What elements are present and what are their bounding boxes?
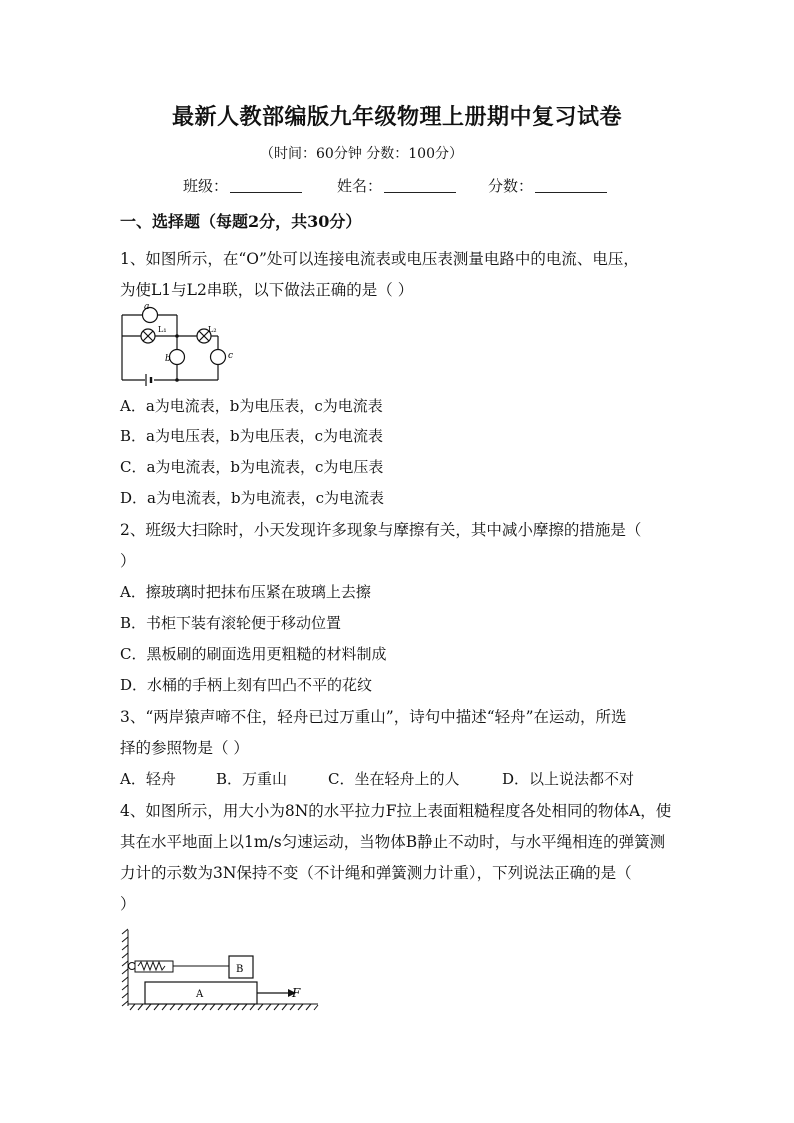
q3-option-a: A．轻舟 — [120, 770, 176, 788]
q1-option-d: D．a为电流表，b为电流表，c为电流表 — [120, 489, 384, 507]
score-label: 分数： — [488, 177, 534, 195]
class-field — [183, 175, 302, 196]
class-blank — [230, 178, 302, 193]
q1-option-b: B．a为电压表，b为电压表，c为电流表 — [120, 427, 383, 445]
question-1-line-1: 1、如图所示，在“O”处可以连接电流表或电压表测量电路中的电流、电压， — [120, 250, 639, 268]
name-field — [337, 175, 456, 196]
lamp-l1-symbol — [141, 329, 155, 343]
question-3-line-2: 择的参照物是（ ） — [120, 739, 249, 757]
wall-hatch — [122, 929, 128, 1006]
question-4-line-4: ） — [120, 895, 136, 913]
label-l2: L₂ — [208, 325, 217, 334]
spring-scale-symbol — [129, 961, 179, 972]
question-4-line-1: 4、如图所示，用大小为8N的水平拉力F拉上表面粗糙程度各处相同的物体A，使 — [120, 802, 672, 820]
ground-hatch — [128, 1004, 318, 1010]
section-heading: 一、选择题（每题2分，共30分） — [120, 212, 362, 231]
q1-option-a: A．a为电流表，b为电压表，c为电流表 — [120, 397, 383, 415]
q3-option-d: D．以上说法都不对 — [502, 770, 635, 788]
score-field — [488, 175, 607, 196]
q3-option-c: C．坐在轻舟上的人 — [328, 770, 460, 788]
q2-option-a: A．擦玻璃时把抹布压紧在玻璃上去擦 — [120, 583, 371, 601]
q3-option-b: B．万重山 — [216, 770, 288, 788]
score-blank — [535, 178, 607, 193]
label-c: c — [228, 351, 234, 361]
label-l1: L₁ — [158, 325, 167, 334]
label-b: b — [165, 354, 171, 364]
question-1-line-2: 为使L1与L2串联，以下做法正确的是（ ） — [120, 281, 414, 299]
label-force-f: F — [292, 986, 301, 1000]
name-label: 姓名： — [337, 177, 383, 195]
friction-diagram — [118, 926, 323, 1016]
meter-c-symbol — [211, 350, 226, 365]
question-3-line-1: 3、“两岸猿声啼不住，轻舟已过万重山”，诗句中描述“轻舟”在运动，所选 — [120, 708, 627, 726]
question-2-line-1: 2、班级大扫除时，小天发现许多现象与摩擦有关，其中减小摩擦的措施是（ — [120, 521, 642, 539]
q1-option-c: C．a为电流表，b为电流表，c为电压表 — [120, 458, 384, 476]
label-block-a: A — [196, 989, 204, 1000]
class-label: 班级： — [183, 177, 229, 195]
exam-time-score: （时间：60分钟 分数：100分） — [260, 146, 463, 162]
page-title: 最新人教部编版九年级物理上册期中复习试卷 — [171, 104, 622, 130]
label-block-b: B — [236, 964, 244, 975]
q2-option-b: B．书柜下装有滚轮便于移动位置 — [120, 614, 342, 632]
meter-b-symbol — [170, 350, 185, 365]
circuit-diagram — [118, 302, 238, 386]
question-4-line-2: 其在水平地面上以1m/s匀速运动，当物体B静止不动时，与水平绳相连的弹簧测 — [120, 833, 666, 851]
q2-option-c: C．黑板刷的刷面选用更粗糙的材料制成 — [120, 645, 387, 663]
question-4-line-3: 力计的示数为3N保持不变（不计绳和弹簧测力计重），下列说法正确的是（ — [120, 864, 632, 882]
battery-symbol — [146, 374, 151, 386]
name-blank — [384, 178, 456, 193]
q2-option-d: D．水桶的手柄上刻有凹凸不平的花纹 — [120, 676, 373, 694]
question-2-line-2: ） — [120, 552, 136, 570]
label-a: a — [144, 302, 150, 312]
